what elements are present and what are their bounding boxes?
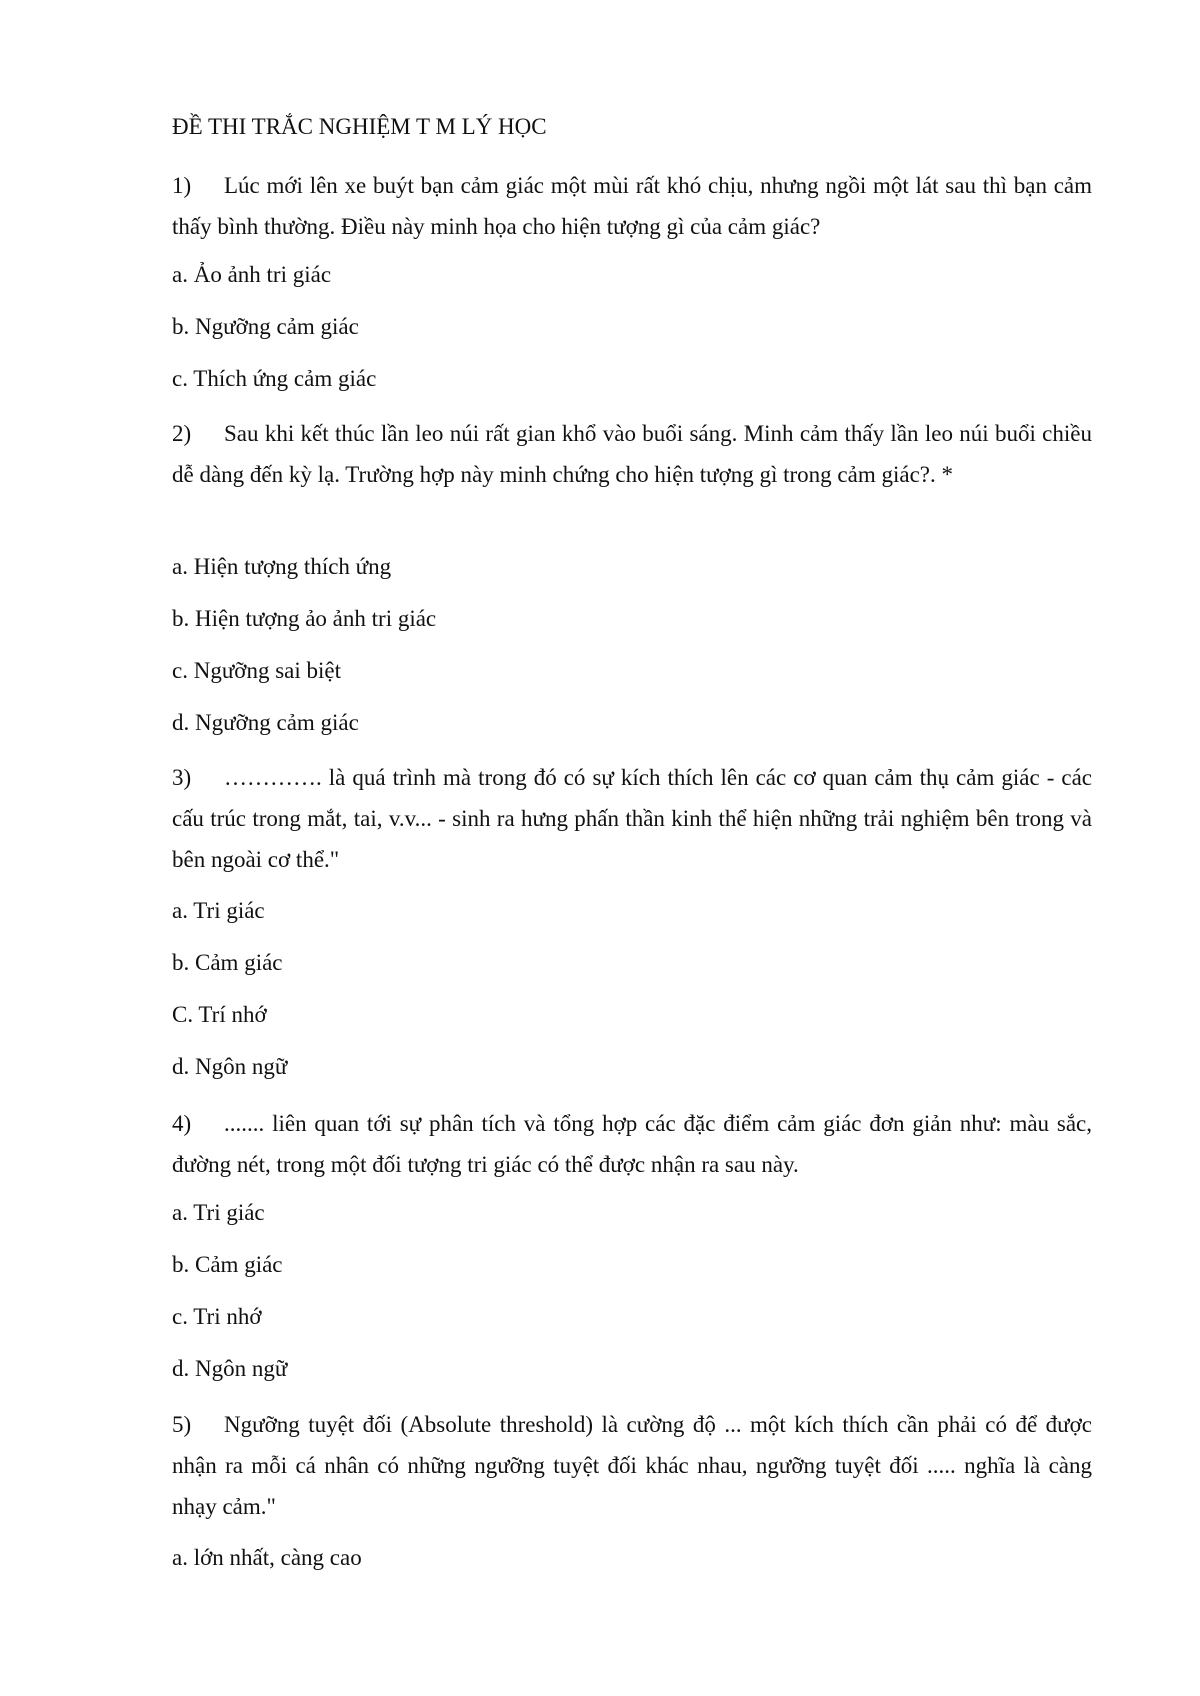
- option-2d: d. Ngưỡng cảm giác: [172, 710, 359, 735]
- option-4a: a. Tri giác: [172, 1200, 265, 1225]
- option-1c: c. Thích ứng cảm giác: [172, 366, 377, 391]
- question-1: [172, 165, 1092, 247]
- option-4d: d. Ngôn ngữ: [172, 1356, 288, 1381]
- option-2b: b. Hiện tượng ảo ảnh tri giác: [172, 606, 437, 631]
- option-3a: a. Tri giác: [172, 898, 265, 923]
- page-title: ĐỀ THI TRẮC NGHIỆM T M LÝ HỌC: [172, 114, 547, 139]
- question-number: 5): [172, 1412, 192, 1437]
- option-2c: c. Ngưỡng sai biệt: [172, 658, 341, 683]
- option-1b: b. Ngưỡng cảm giác: [172, 314, 359, 339]
- question-4: [172, 1103, 1092, 1185]
- option-3d: d. Ngôn ngữ: [172, 1054, 288, 1079]
- question-number: 3): [172, 765, 192, 790]
- question-3: [172, 757, 1092, 880]
- question-text: Sau khi kết thúc lần leo núi rất gian khổ vào buổi sáng. Minh cảm thấy lần leo núi buổi chiều dễ dàng đến kỳ lạ. Trường hợp này minh chứng cho hiện tượng gì trong cảm giác?. *: [172, 421, 1092, 487]
- question-text: ....... liên quan tới sự phân tích và tổng hợp các đặc điểm cảm giác đơn giản như: màu sắc, đường nét, trong một đối tượng tri giác có thể được nhận ra sau này.: [172, 1111, 1092, 1177]
- option-2a: a. Hiện tượng thích ứng: [172, 554, 392, 579]
- question-text: …………. là quá trình mà trong đó có sự kích thích lên các cơ quan cảm thụ cảm giác - các cấu trúc trong mắt, tai, v.v... - sinh ra hưng phấn thần kinh thể hiện những trải nghiệm bên trong và bên ngoài cơ thể.": [172, 765, 1092, 872]
- question-text: Ngưỡng tuyệt đối (Absolute threshold) là cường độ ... một kích thích cần phải có để được nhận ra mỗi cá nhân có những ngưỡng tuyệt đối khác nhau, ngưỡng tuyệt đối ..... nghĩa là càng nhạy cảm.": [172, 1412, 1092, 1519]
- option-5a: a. lớn nhất, càng cao: [172, 1545, 362, 1570]
- option-4c: c. Tri nhớ: [172, 1304, 262, 1329]
- question-5: [172, 1404, 1092, 1527]
- question-2: [172, 413, 1092, 495]
- question-number: 4): [172, 1111, 192, 1136]
- option-3c: C. Trí nhớ: [172, 1002, 267, 1027]
- option-3b: b. Cảm giác: [172, 950, 283, 975]
- question-text: Lúc mới lên xe buýt bạn cảm giác một mùi rất khó chịu, nhưng ngồi một lát sau thì bạn cảm thấy bình thường. Điều này minh họa cho hiện tượng gì của cảm giác?: [172, 173, 1092, 239]
- option-4b: b. Cảm giác: [172, 1252, 283, 1277]
- option-1a: a. Ảo ảnh tri giác: [172, 262, 332, 287]
- question-number: 2): [172, 421, 192, 446]
- question-number: 1): [172, 173, 192, 198]
